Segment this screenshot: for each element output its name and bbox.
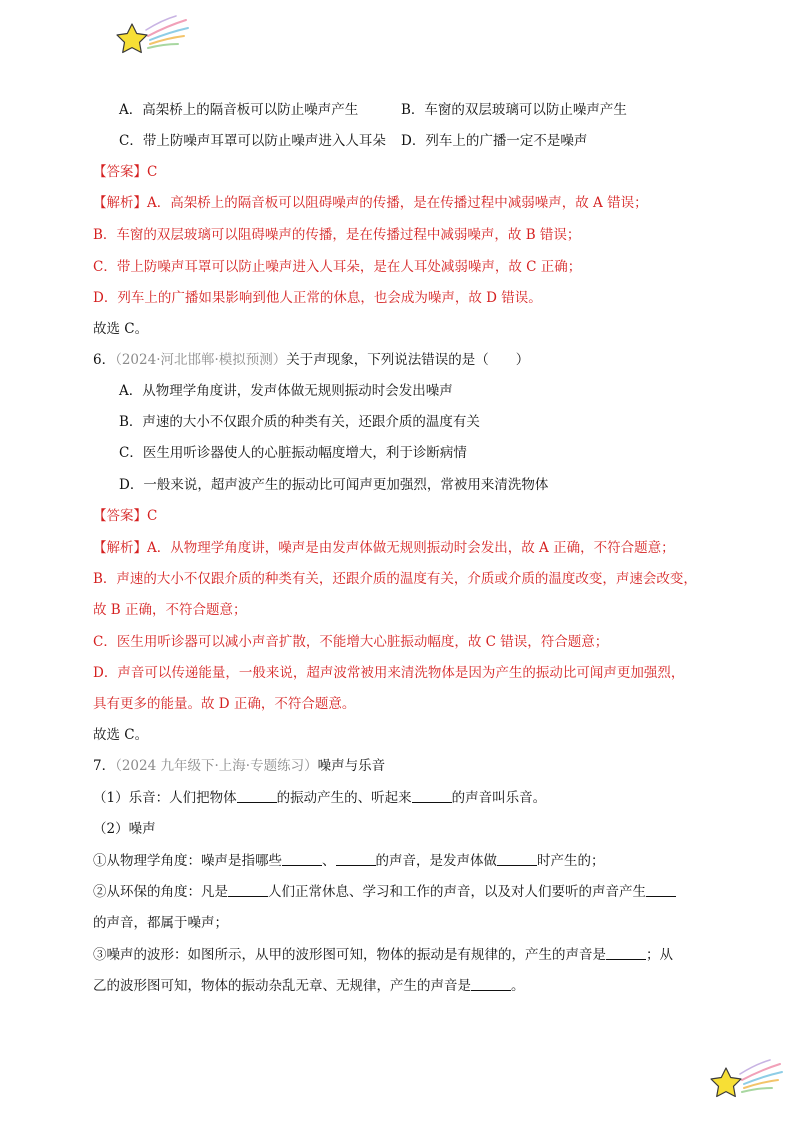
fill-blank[interactable] (336, 852, 376, 866)
answer-tag: 【答案】 (93, 508, 147, 524)
q6-conclusion: 故选 C。 (93, 727, 149, 743)
q6-analysis-line: 故 B 正确，不符合题意； (93, 602, 247, 618)
question-source: （2024 九年级下·上海·专题练习） (115, 758, 318, 774)
answer-tag: 【答案】 (93, 164, 147, 180)
analysis-tag: 【解析】 (93, 540, 147, 556)
q5-option-a: A．高架桥上的隔音板可以防止噪声产生 (119, 102, 359, 118)
q5-analysis-line: B．车窗的双层玻璃可以阻碍噪声的传播，是在传播过程中减弱噪声，故 B 错误； (93, 227, 581, 243)
q5-analysis-line: C．带上防噪声耳罩可以防止噪声进入人耳朵，是在人耳处减弱噪声，故 C 正确； (93, 259, 582, 275)
text: 乙的波形图可知，物体的振动杂乱无章、无规律，产生的声音是 (93, 978, 471, 994)
text: （1）乐音：人们把物体 (93, 790, 237, 806)
answer-value: C (147, 164, 158, 180)
q6-analysis-line: D．声音可以传递能量，一般来说，超声波常被用来清洗物体是因为产生的振动比可闻声更加强烈， (93, 665, 685, 681)
fill-blank[interactable] (412, 789, 452, 803)
fill-blank[interactable] (606, 946, 646, 960)
q5-answer (93, 163, 157, 181)
text: 的振动产生的、听起来 (276, 790, 412, 806)
q6-analysis-line (93, 539, 675, 557)
fill-blank[interactable] (237, 789, 277, 803)
text: ②从环保的角度：凡是 (93, 884, 228, 900)
q7-stem (93, 757, 385, 775)
text: ①从物理学角度：噪声是指哪些 (93, 853, 282, 869)
q7-item-2-cont: 的声音，都属于噪声； (93, 915, 228, 931)
text: 的声音，是发声体做 (375, 853, 497, 869)
question-text: 噪声与乐音 (317, 758, 386, 774)
q6-option-d: D．一般来说，超声波产生的振动比可闻声更加强烈，常被用来清洗物体 (119, 477, 549, 493)
q6-option-c: C．医生用听诊器使人的心脏振动幅度增大，利于诊断病情 (119, 445, 467, 461)
q5-analysis-line: D．列车上的广播如果影响到他人正常的休息，也会成为噪声，故 D 错误。 (93, 290, 542, 306)
q6-option-b: B．声速的大小不仅跟介质的种类有关，还跟介质的温度有关 (119, 414, 480, 430)
analysis-text: A．从物理学角度讲，噪声是由发声体做无规则振动时会发出，故 A 正确，不符合题意； (147, 540, 675, 556)
q5-option-c: C．带上防噪声耳罩可以防止噪声进入人耳朵 (119, 133, 386, 149)
q6-analysis-line: B．声速的大小不仅跟介质的种类有关，还跟介质的温度有关，介质或介质的温度改变，声速会改变， (93, 571, 697, 587)
q7-item-1 (93, 852, 605, 870)
text: 的声音叫乐音。 (451, 790, 547, 806)
q5-option-d: D．列车上的广播一定不是噪声 (401, 133, 588, 149)
analysis-tag: 【解析】 (93, 195, 147, 211)
text: 、 (322, 853, 336, 869)
q6-option-a: A．从物理学角度讲，发声体做无规则振动时会发出噪声 (119, 383, 453, 399)
text: 。 (511, 978, 525, 994)
fill-blank[interactable] (646, 883, 676, 897)
shooting-star-icon (112, 14, 190, 60)
text: 时产生的； (537, 853, 605, 869)
text: 人们正常休息、学习和工作的声音，以及对人们要听的声音产生 (268, 884, 646, 900)
fill-blank[interactable] (228, 883, 268, 897)
q7-part-2: （2）噪声 (93, 821, 156, 837)
text: ③噪声的波形：如图所示，从甲的波形图可知，物体的振动是有规律的，产生的声音是 (93, 947, 606, 963)
q7-part-1 (93, 789, 546, 807)
q6-analysis-line: C．医生用听诊器可以减小声音扩散，不能增大心脏振动幅度，故 C 错误，符合题意； (93, 634, 609, 650)
q5-analysis-line (93, 194, 648, 212)
fill-blank[interactable] (497, 852, 537, 866)
question-source: （2024·河北邯郸·模拟预测） (115, 352, 287, 368)
q6-analysis-line: 具有更多的能量。故 D 正确，不符合题意。 (93, 696, 356, 712)
fill-blank[interactable] (471, 977, 511, 991)
fill-blank[interactable] (282, 852, 322, 866)
q5-conclusion: 故选 C。 (93, 321, 149, 337)
question-number: 7． (93, 758, 116, 774)
text: ；从 (646, 947, 673, 963)
q6-stem (93, 351, 529, 369)
q7-item-3-cont (93, 977, 525, 995)
q6-answer (93, 507, 157, 525)
question-text: 关于声现象，下列说法错误的是（ ） (286, 352, 530, 368)
answer-value: C (147, 508, 158, 524)
question-number: 6． (93, 352, 116, 368)
shooting-star-icon (706, 1058, 784, 1104)
analysis-text: A．高架桥上的隔音板可以阻碍噪声的传播，是在传播过程中减弱噪声，故 A 错误； (147, 195, 648, 211)
q5-option-b: B．车窗的双层玻璃可以防止噪声产生 (401, 102, 627, 118)
q7-item-3 (93, 946, 673, 964)
q7-item-2 (93, 883, 676, 901)
